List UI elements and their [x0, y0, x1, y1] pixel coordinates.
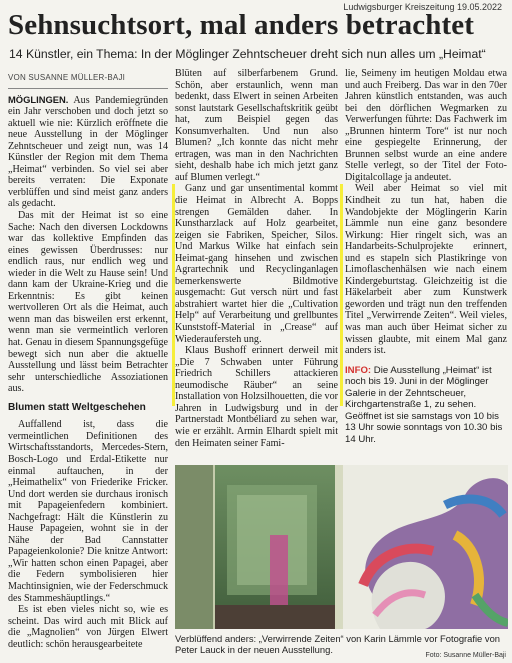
newspaper-source: Ludwigsburger Kreiszeitung 19.05.2022 [343, 2, 502, 12]
highlight-mark-right [340, 184, 343, 406]
subheading: Blumen statt Weltgeschehen [8, 401, 146, 413]
paragraph: Ganz und gar unsentimental kommt die Heimat in Albrecht A. Bopps strengen Gemälden daher. In Kunstharzlack auf Holz gearbeitet, zeigen sie Fabriken, Speicher, Silos. Und Markus Wilke hat einfach sein Heimat-gang hinsehen und zwischen Agrartechnik und Recyclinganlagen bemerkenswerte Bildmotive ausgemacht: Gut versch nürt und fast abstrahiert wartet hier die „Cultivation Help“ auf Verarbeitung und grellbuntes Kunststoff-Material in „Crease“ auf Wiederaufersteh ung. [175, 183, 338, 345]
headline: Sehnsuchtsort, mal anders betrachtet [8, 9, 474, 41]
paragraph: Blüten auf silberfarbenem Grund. Schön, aber erstaunlich, wenn man bedenkt, dass Elwert in seinen Arbeiten sonst lautstark Gesellschaftskritik geübt hat, zum Beispiel gegen das Konsumverhalten. Und nun also Blumen? „Ich konnte das nicht mehr ertragen, was man in den Nachrichten sieht, deshalb habe ich mich jetzt ganz auf Blumen verlegt.“ [175, 68, 338, 183]
subline: 14 Künstler, ein Thema: In der Möglinger Zehntscheuer dreht sich nun alles um „Heimat“ [9, 47, 486, 61]
exhibition-photo-illustration [175, 465, 508, 629]
paragraph [8, 94, 168, 210]
dateline: MÖGLINGEN. [8, 93, 69, 105]
paragraph: Das mit der Heimat ist so eine Sache: Nach den diversen Lockdowns war das kollektive Empfinden das eines gewissen Überdrusses: nur endlich raus, nur endlich weg und wieder in die Welt zu Hause sein! Und dann kam der Ukraine-Krieg und die Erkenntnis: Es gibt keinen wertvolleren Ort als die Heimat, auch wenn man das bisweilen erst erkennt, wenn man sie vermeintlich verloren hat. Genau in diesem Spannungsgefüge bewegt sich nun aber die aktuelle Ausstellung und lässt beim Betrachter sehr unterschiedliche Assoziationen aus. [8, 210, 168, 395]
info-box [345, 365, 507, 446]
info-label: INFO: [345, 364, 372, 376]
photo-credit: Foto: Susanne Müller-Baji [425, 652, 506, 659]
paragraph: Auffallend ist, dass die vermeintlichen Definitionen des Wirtschaftsstandorts, Mercedes-Stern, Bosch-Logo und Erdal-Etikette nur einmal auftauchen, in der „Heimathelix“ von Friederike Fricker. Und dort werden sie durchaus ironisch mit Papageienfedern kombiniert. Nachgefragt: Hält die Künstlerin zu Hause Papageien, wohnt sie in der Nähe der Bad Cannstatter Papageienkolonie? Die knitze Antwort: „Wir hatten schon einen Papagei, aber die Federn symbolisieren hier Machtinsignien, wie der Federschmuck des Stammeshäuptlings.“ [8, 419, 168, 604]
paragraph-text: Aus Pandemiegründen ein Jahr verschoben und doch jetzt so aktuell wie nie: Kürzlich eröffnete die neue Ausstellung in der Möglinger Zehntscheuer und zeigt nun, was 14 Künstler der Region mit dem Thema „Heimat“ verbinden. So viel sei aber bereits verraten: Die Exponate verblüffen und sind meist ganz anders als gedacht. [8, 94, 168, 210]
byline: VON SUSANNE MÜLLER-BAJI [8, 72, 168, 89]
paragraph: Es ist eben vieles nicht so, wie es scheint. Das wird auch mit Blick auf die „Magnolien“ von Jürgen Elwert deutlich: schön herausgearbeitete [8, 604, 168, 650]
article-column-1 [8, 72, 168, 650]
article-column-3 [345, 68, 507, 445]
article-column-2 [175, 68, 338, 449]
photo-caption: Verblüffend anders: „Verwirrende Zeiten“ von Karin Lämmle vor Fotografie von Peter Lauck in der neuen Ausstellung. [175, 633, 500, 655]
exhibition-photo [175, 465, 508, 629]
paragraph: Klaus Bushoff erinnert derweil mit „Die 7 Schwaben unter Führung Friedrich Schillers attackieren neumodische Räuber“ an seine Installation von Holzsilhouetten, die vor Jahren in Ludwigsburg und in der Partnerstadt Montbéliard zu sehen war, wie er erzählt. Armin Elhardt spielt mit den Heimaten seiner Fami- [175, 345, 338, 449]
paragraph: Weil aber Heimat so viel mit Kindheit zu tun hat, haben die Wandobjekte der Möglingerin Karin Lämmle nun eine ganz besondere Wirkung: Hier ringelt sich, was an Handarbeits-Schulprojekte erinnert, und es stapeln sich Plastikringe von Limoflaschenhälsen wie nach einem Kindergeburtstag. Gleichzeitig ist die Häkelarbeit aber zum Kunstwerk geworden und trägt nun den treffenden Titel „Verwirrende Zeiten“. Weil vieles, was man auch über Heimat sicher zu wissen glaubte, mit einem Mal ganz anders ist. [345, 183, 507, 357]
paragraph: lie, Seimeny im heutigen Moldau etwa und auch Freiberg. Das war in den 70er Jahren künstlich entstanden, was auch bei den dörflichen Wegmarken zu Verwerfungen führte: Das Fachwerk im „Brunnen hinterm Tore“ ist nur noch eine gespiegelte Erinnerung, der Brunnen selbst wurde an eine andere Stelle verlegt, so der Titel der Foto-Digitalcollage ja andeutet. [345, 68, 507, 183]
info-text: Die Ausstellung „Heimat“ ist noch bis 19. Juni in der Möglinger Galerie in der Zehntscheuer, Kirchgartenstraße 1, zu sehen. Geöffnet ist sie samstags von 10 bis 13 Uhr sowie sonntags von 10.30 bis 14 Uhr. [345, 364, 503, 445]
